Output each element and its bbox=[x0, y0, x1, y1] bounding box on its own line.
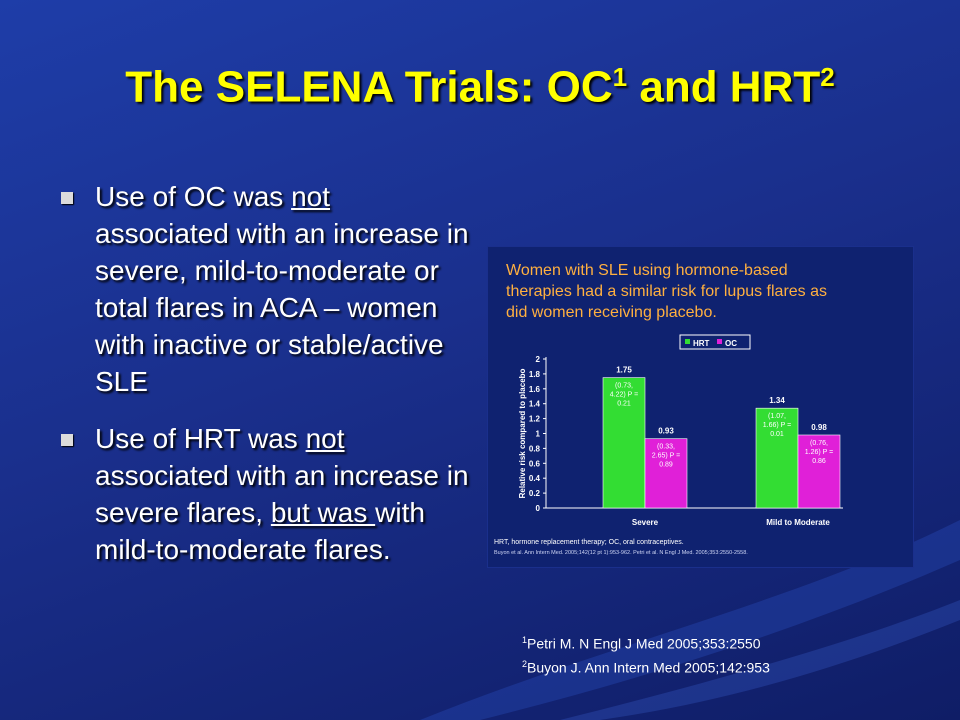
y-tick-label: 1.8 bbox=[528, 369, 540, 379]
bar-ci-label: (0.76, bbox=[810, 439, 828, 447]
reference-2: $^2$Buyon J. Ann Intern Med 2005;142:953 bbox=[522, 658, 770, 676]
bullet-item-hrt: Use of HRT was not associated with an increase in severe flares, but was with mild-to-moderate flares. bbox=[58, 420, 470, 568]
chart-heading-line: therapies had a similar risk for lupus flares as bbox=[506, 283, 828, 300]
chart-citation: Buyon et al. Ann Intern Med. 2005;142(12 pt 1):953-962. Petri et al. N Engl J Med. 2005;353:2550-2558. bbox=[494, 550, 748, 556]
bullet-list bbox=[58, 178, 470, 588]
relative-risk-chart bbox=[488, 247, 913, 567]
legend-label-hrt: HRT bbox=[693, 339, 710, 348]
bar-ci-label: (0.73, bbox=[615, 382, 633, 390]
y-tick-label: 1.6 bbox=[528, 384, 540, 394]
bar-ci-label: 0.01 bbox=[770, 431, 784, 439]
bar-ci-label: 0.21 bbox=[617, 400, 631, 408]
square-bullet-icon bbox=[61, 192, 73, 204]
bar-ci-label: 0.89 bbox=[659, 461, 673, 469]
y-tick-label: 0.2 bbox=[528, 489, 540, 499]
legend-swatch-hrt bbox=[685, 339, 690, 344]
bar-ci-label: 0.86 bbox=[812, 457, 826, 465]
bar-value-label: 1.75 bbox=[616, 365, 632, 375]
bar-ci-label: 1.26) P = bbox=[804, 448, 834, 456]
y-tick-label: 0.8 bbox=[528, 444, 540, 454]
y-tick-label: 0.4 bbox=[528, 474, 540, 484]
bar-ci-label: (1.07, bbox=[768, 413, 786, 421]
chart-footnote: HRT, hormone replacement therapy; OC, oral contraceptives. bbox=[494, 539, 684, 546]
y-tick-label: 2 bbox=[535, 355, 540, 364]
y-tick-label: 0.6 bbox=[528, 459, 540, 469]
x-category-label: Severe bbox=[631, 518, 659, 527]
y-tick-label: 1.4 bbox=[528, 399, 540, 409]
bar-ci-label: 2.65) P = bbox=[651, 452, 681, 460]
bar-ci-label: 1.66) P = bbox=[762, 422, 792, 430]
chart-heading-line: Women with SLE using hormone-based bbox=[506, 262, 788, 279]
x-category-label: Mild to Moderate bbox=[766, 518, 830, 527]
slide-title: The SELENA Trials: $OC^1$ and HRT$^2$ bbox=[125, 62, 835, 112]
square-bullet-icon bbox=[61, 434, 73, 446]
y-tick-label: 0 bbox=[535, 504, 540, 513]
legend-label-oc: OC bbox=[725, 339, 737, 348]
bar-value-label: 0.93 bbox=[658, 426, 674, 436]
bar-value-label: 1.34 bbox=[769, 396, 785, 406]
bar-ci-label: 4.22) P = bbox=[609, 391, 639, 399]
chart-heading-line: did women receiving placebo. bbox=[506, 304, 717, 321]
bar-value-label: 0.98 bbox=[811, 422, 827, 432]
bullet-item-oc: Use of OC was not associated with an increase in severe, mild-to-moderate or total flares in ACA – women with inactive or stable/active SLE bbox=[58, 178, 470, 400]
bar-ci-label: (0.33, bbox=[657, 443, 675, 451]
legend-box bbox=[680, 335, 750, 349]
y-tick-label: 1 bbox=[535, 429, 540, 439]
chart-panel bbox=[487, 246, 914, 568]
legend-swatch-oc bbox=[717, 339, 722, 344]
references bbox=[522, 630, 770, 677]
y-tick-label: 1.2 bbox=[528, 414, 540, 424]
reference-1: $^1$Petri M. N Engl J Med 2005;353:2550 bbox=[522, 635, 761, 652]
y-axis-label: Relative risk compared to placebo bbox=[518, 368, 527, 499]
